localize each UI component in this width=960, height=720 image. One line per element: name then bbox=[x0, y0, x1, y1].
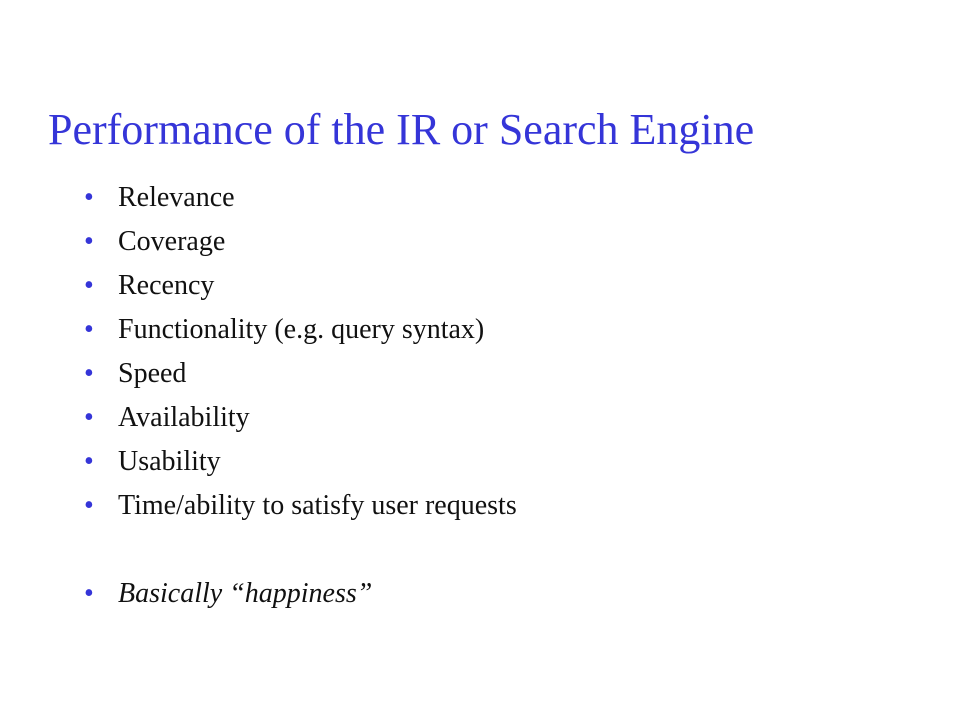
bullet-marker: • bbox=[84, 578, 94, 609]
bullet-text: Time/ability to satisfy user requests bbox=[118, 490, 517, 521]
bullet-marker: • bbox=[84, 358, 94, 389]
bullet-text: Basically “happiness” bbox=[118, 578, 373, 609]
bullet-marker: • bbox=[84, 446, 94, 477]
slide-title: Performance of the IR or Search Engine bbox=[48, 105, 755, 154]
bullet-marker: • bbox=[84, 182, 94, 213]
bullet-marker: • bbox=[84, 490, 94, 521]
bullet-text: Functionality (e.g. query syntax) bbox=[118, 314, 485, 345]
bullet-text: Speed bbox=[118, 358, 187, 389]
bullet-marker: • bbox=[84, 226, 94, 257]
bullet-text: Recency bbox=[118, 270, 215, 301]
bullet-text: Usability bbox=[118, 446, 221, 477]
bullet-marker: • bbox=[84, 314, 94, 345]
bullet-text: Coverage bbox=[118, 226, 226, 257]
bullet-text: Relevance bbox=[118, 182, 235, 213]
bullet-marker: • bbox=[84, 402, 94, 433]
bullet-text: Availability bbox=[118, 402, 250, 433]
bullet-marker: • bbox=[84, 270, 94, 301]
